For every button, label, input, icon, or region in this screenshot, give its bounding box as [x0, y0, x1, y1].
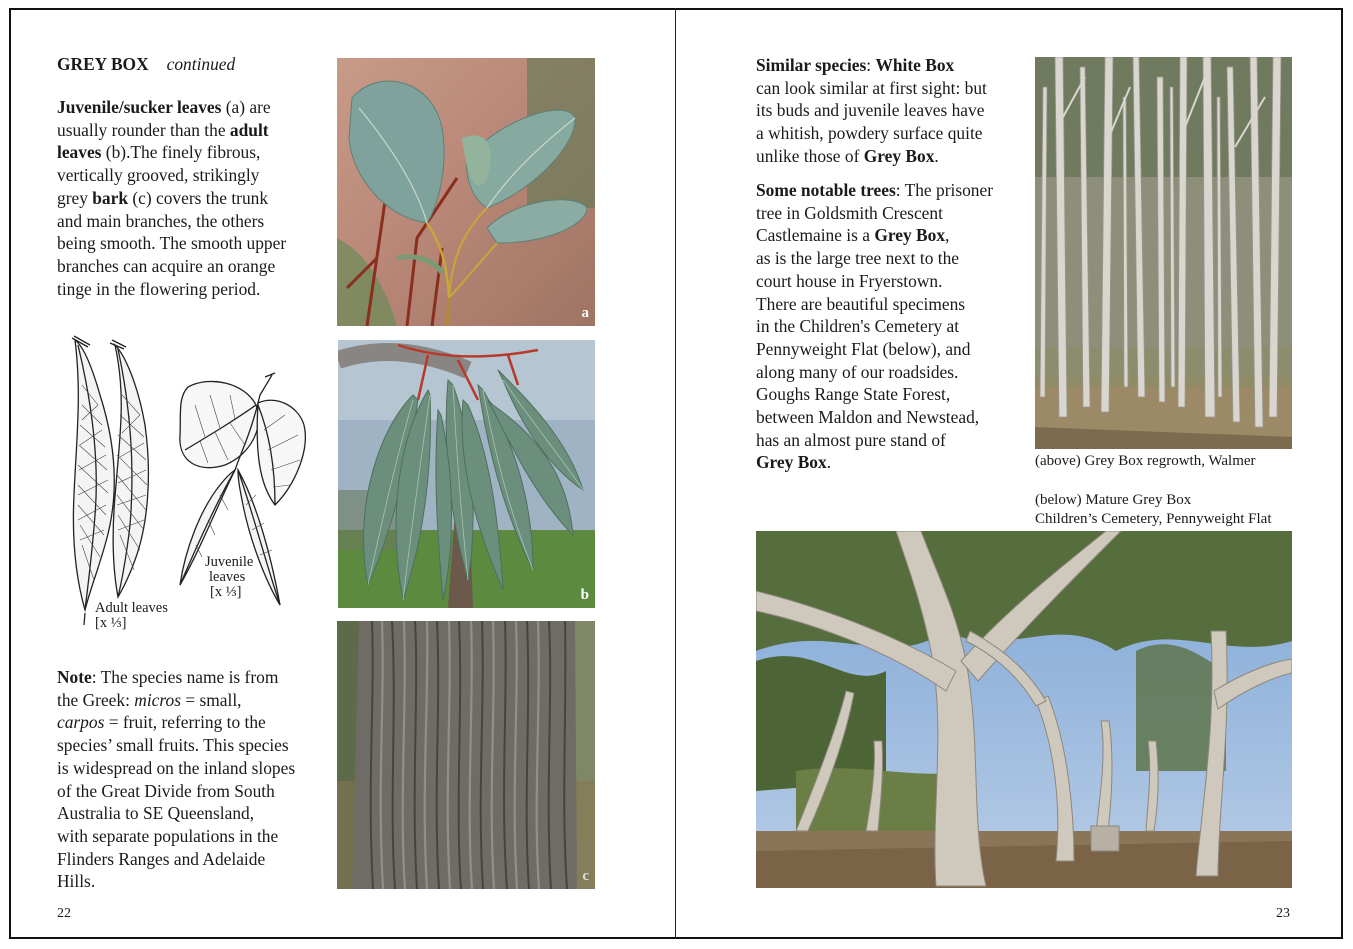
text-line: vertically grooved, strikingly	[57, 165, 260, 186]
text-line: branches can acquire an orange	[57, 255, 276, 276]
adult-leaves-label	[95, 601, 168, 631]
text-line: Hills.	[57, 871, 96, 892]
similar-species-label: Similar species	[756, 55, 867, 75]
text-line: Goughs Range State Forest,	[756, 384, 951, 405]
juvenile-scale: [x ⅓]	[210, 584, 242, 600]
text-line: of the Great Divide from South	[57, 780, 275, 801]
text-line: (c) covers the trunk	[128, 187, 269, 208]
heading-title: GREY BOX	[57, 54, 149, 74]
term-leaves: leaves	[57, 142, 102, 163]
text-line: Castlemaine is a	[756, 225, 875, 246]
text-line: the Greek:	[57, 689, 135, 710]
note-paragraph	[57, 666, 295, 893]
caption-below	[1035, 491, 1272, 529]
term-white-box: White Box	[875, 55, 955, 75]
leaf-illustration	[60, 335, 315, 635]
text-line: :	[866, 55, 876, 75]
text-line: ,	[945, 225, 950, 246]
page-spine	[675, 8, 676, 939]
text-line: Australia to SE Queensland,	[57, 803, 255, 824]
text-line: = fruit, referring to the	[104, 712, 266, 733]
photo-bark	[337, 621, 595, 889]
photo-juvenile-leaves	[337, 58, 595, 326]
photo-adult-leaves	[338, 340, 595, 608]
note-label: Note	[57, 667, 92, 687]
text-line: with separate populations in the	[57, 825, 279, 846]
text-line: tinge in the flowering period.	[57, 278, 261, 299]
notable-trees-label: Some notable trees	[756, 180, 896, 200]
leaf-drawing-svg	[60, 335, 315, 635]
photo-label-a: a	[581, 305, 589, 321]
text-line: .	[934, 145, 939, 166]
term-carpos: carpos	[57, 712, 105, 733]
term-micros: micros	[134, 689, 181, 710]
text-line: : The species name is from	[91, 667, 279, 687]
similar-species-paragraph	[756, 54, 987, 168]
text-line: a whitish, powdery surface quite	[756, 123, 983, 144]
text-line: unlike those of	[756, 145, 864, 166]
photo-label-c: c	[582, 868, 589, 884]
text-line: grey	[57, 187, 93, 208]
text-line: between Maldon and Newstead,	[756, 407, 980, 428]
juvenile-leaves-label	[205, 555, 253, 600]
heading-subtitle: continued	[166, 54, 236, 74]
text-line: court house in Fryerstown.	[756, 270, 943, 291]
juvenile-label-line-1: Juvenile	[205, 554, 254, 570]
text-line: tree in Goldsmith Crescent	[756, 202, 943, 223]
text-line: usually rounder than the	[57, 119, 230, 140]
text-line: its buds and juvenile leaves have	[756, 100, 985, 121]
text-line: along many of our roadsides.	[756, 361, 959, 382]
adult-scale: [x ⅓]	[95, 615, 127, 631]
text-line: as is the large tree next to the	[756, 248, 959, 269]
term-grey-box: Grey Box	[863, 145, 935, 166]
page-number-right: 23	[1276, 906, 1290, 921]
text-line: is widespread on the inland slopes	[57, 757, 296, 778]
term-bark: bark	[92, 187, 129, 208]
caption-below-line-1: (below) Mature Grey Box	[1035, 492, 1192, 508]
text-line: (b).The finely fibrous,	[101, 142, 261, 163]
text-line: being smooth. The smooth upper	[57, 233, 287, 254]
text-line: : The prisoner	[895, 180, 993, 200]
term-grey-box: Grey Box	[756, 452, 827, 473]
notable-trees-paragraph	[756, 179, 993, 474]
adult-label-line: Adult leaves	[95, 600, 168, 616]
text-line: has an almost pure stand of	[756, 429, 946, 450]
caption-above: (above) Grey Box regrowth, Walmer	[1035, 453, 1256, 469]
text-line: .	[826, 452, 832, 473]
photo-mature-grey-box	[756, 531, 1292, 888]
caption-below-line-2: Children’s Cemetery, Pennyweight Flat	[1035, 511, 1272, 527]
page-number-left: 22	[57, 906, 71, 921]
text-line: Pennyweight Flat (below), and	[756, 338, 971, 359]
text-line: (a) are	[221, 97, 271, 117]
term-grey-box: Grey Box	[874, 225, 946, 246]
text-line: species’ small fruits. This species	[57, 735, 289, 756]
juvenile-label-line-2: leaves	[209, 569, 246, 585]
text-line: Flinders Ranges and Adelaide	[57, 848, 266, 869]
photo-grey-box-regrowth	[1035, 57, 1292, 449]
text-line: = small,	[180, 689, 242, 710]
text-line: There are beautiful specimens	[756, 293, 966, 314]
term-adult: adult	[229, 119, 269, 140]
term-juvenile-leaves: Juvenile/sucker leaves	[57, 97, 222, 117]
text-line: in the Children's Cemetery at	[756, 316, 960, 337]
photo-label-b: b	[580, 587, 589, 603]
intro-paragraph	[57, 96, 286, 300]
text-line: and main branches, the others	[57, 210, 265, 231]
text-line: can look similar at first sight: but	[756, 77, 987, 98]
section-heading	[57, 54, 235, 75]
